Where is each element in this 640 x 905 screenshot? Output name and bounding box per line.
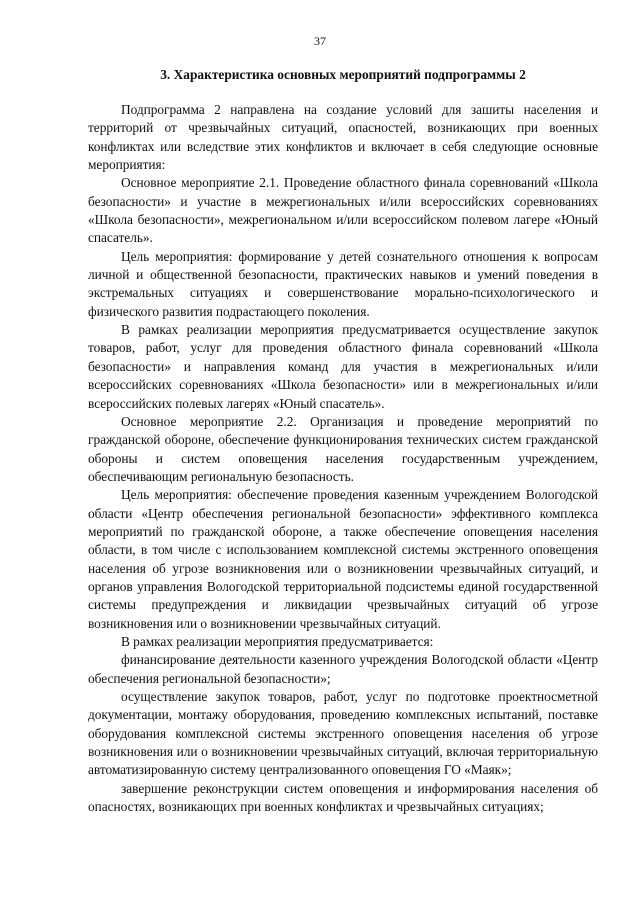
list-item-financing: финансирование деятельности казенного учреждения Вологодской области «Центр обеспечения региональной безопасности»; <box>88 652 598 686</box>
page-number: 37 <box>314 34 326 48</box>
paragraph-activity-2-1-goal: Цель мероприятия: формирование у детей сознательного отношения к вопросам личной и общественной безопасности, практических навыков и умений поведения в экстремальных ситуациях и совершенствование морально-психологического и физического развития подрастающего поколения. <box>88 248 598 319</box>
list-item-reconstruction: завершение реконструкции систем оповещения и информирования населения об опасностях, возникающих при военных конфликтах и чрезвычайных ситуациях; <box>88 780 598 815</box>
paragraph-intro: Подпрограмма 2 направлена на создание условий для зашиты населения и территорий от чрезвычайных ситуаций, опасностей, возникающих при военных конфликтах или вследствие этих конфликтов и включает в себя следующие основные мероприятия: <box>88 102 598 173</box>
section-title: 3. Характеристика основных мероприятий подпрограммы 2 <box>160 67 526 82</box>
paragraph-activity-2-2-implementation: В рамках реализации мероприятия предусматривается: <box>121 633 434 649</box>
list-item-procurement: осуществление закупок товаров, работ, услуг по подготовке проектносметной документации, монтажу оборудования, проведению комплексных испытаний, поставке оборудования комплексной системы экстренного оповещения населения об угрозе возникновения или о возникновении чрезвычайных ситуаций, включая территориальную автоматизированную систему централизованного оповещения ГО «Маяк»; <box>88 689 598 778</box>
paragraph-activity-2-1: Основное мероприятие 2.1. Проведение областного финала соревнований «Школа безопасности» и участие в межрегиональных и/или всероссийских соревнованиях «Школа безопасности», межрегиональном и/или всероссийском полевом лагере «Юный спасатель». <box>88 175 598 246</box>
paragraph-activity-2-1-implementation: В рамках реализации мероприятия предусматривается осуществление закупок товаров, работ, услуг для проведения областного финала соревнований «Школа безопасности» и направления команд для участия в межрегиональных и/или всероссийских соревнованиях «Школа безопасности» или в межрегиональных и/или всероссийских полевых лагерях «Юный спасатель». <box>88 322 598 411</box>
paragraph-activity-2-2-goal: Цель мероприятия: обеспечение проведения казенным учреждением Вологодской области «Центр обеспечения региональной безопасности» эффективного комплекса мероприятий по гражданской обороне, а также обеспечение оповещения населения области, в том числе с использованием комплексной системы экстренного оповещения населения об угрозе возникновения или о возникновении чрезвычайных ситуаций, и органов управления Вологодской территориальной подсистемы единой государственной системы предупреждения и ликвидации чрезвычайных ситуаций об угрозе возникновения или о возникновении чрезвычайных ситуаций. <box>88 487 598 631</box>
body-text <box>88 101 598 816</box>
paragraph-activity-2-2: Основное мероприятие 2.2. Организация и проведение мероприятий по гражданской обороне, обеспечение функционирования технических систем гражданской обороны и систем оповещения населения государственным учреждением, обеспечивающим региональную безопасность. <box>88 413 598 484</box>
